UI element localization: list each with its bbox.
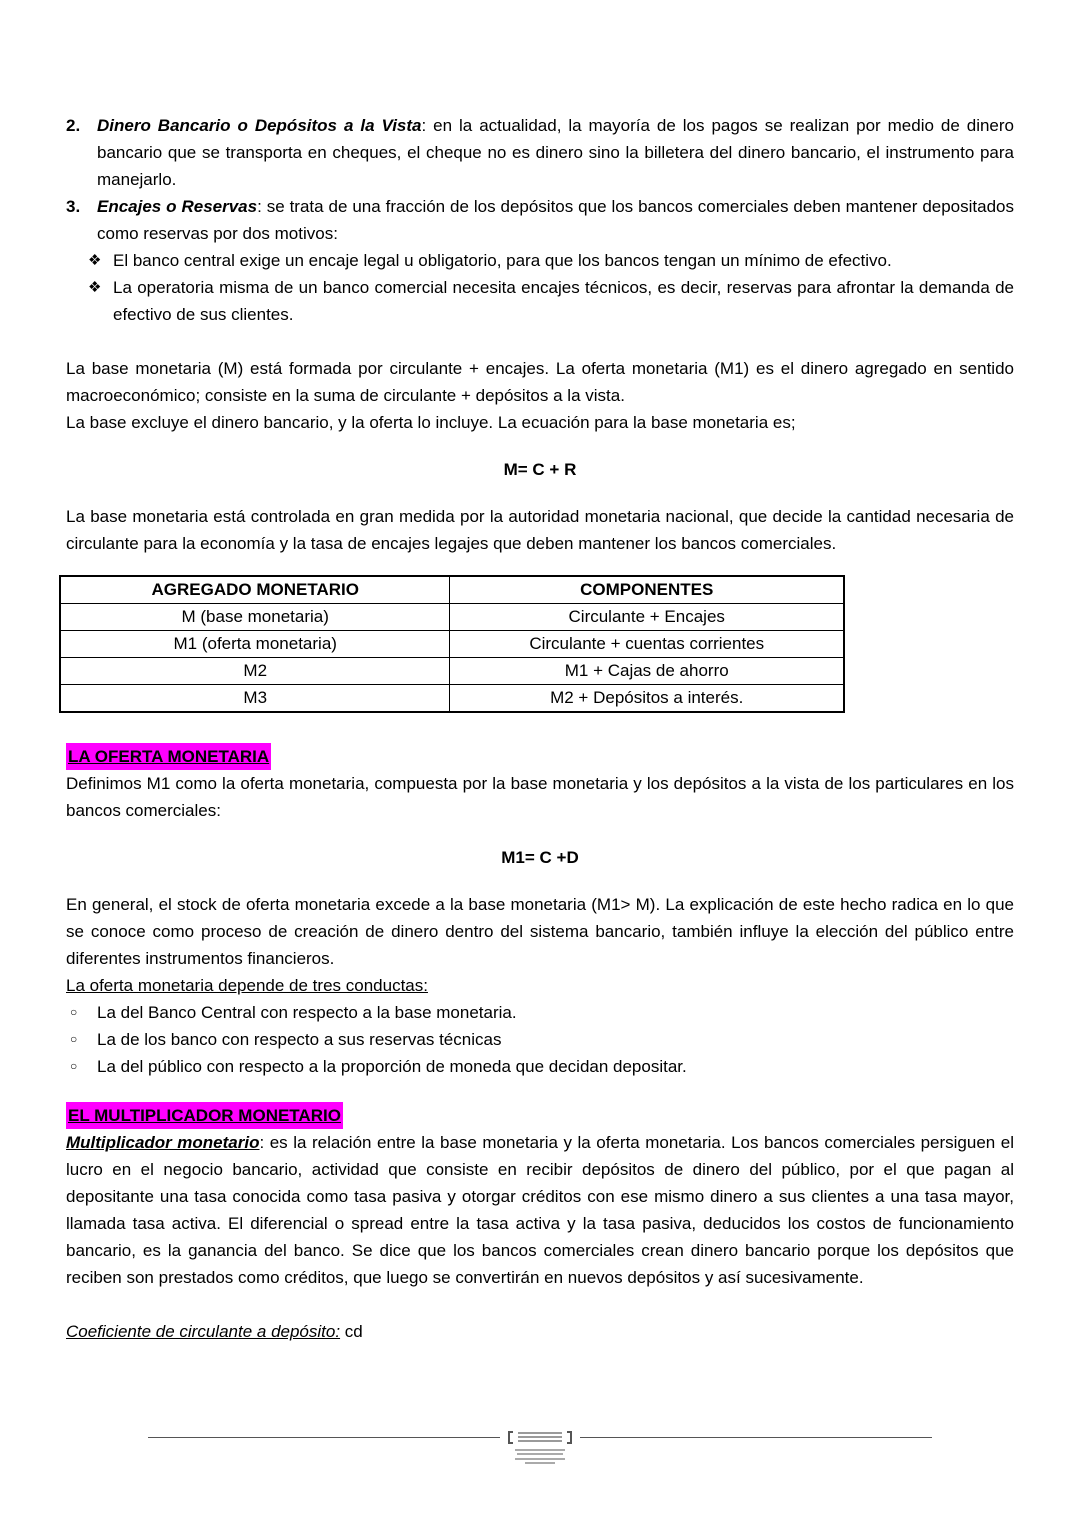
footer-logo-bars [518,1432,562,1442]
table-cell: M1 (oferta monetaria) [60,631,450,658]
diamond-bullet-icon: ❖ [88,279,102,296]
table-cell: M2 [60,658,450,685]
footer-bracket-left-icon [508,1431,513,1444]
section-heading-multiplicador-monetario: EL MULTIPLICADOR MONETARIO [66,1102,343,1129]
footer-bracket-right-icon [567,1431,572,1444]
conductas-label-underlined: La oferta monetaria depende de tres conductas: [66,976,428,995]
paragraph-base-excluye: La base excluye el dinero bancario, y la oferta lo incluye. La ecuación para la base monetaria es; [66,413,796,432]
table-cell: M3 [60,685,450,713]
diamond-bullet-text: La operatoria misma de un banco comercial necesita encajes técnicos, es decir, reservas para afrontar la demanda de efectivo de sus clientes. [113,278,1014,324]
table-row [60,685,844,713]
circle-bullet-icon: ○ [70,1005,78,1019]
table-header-agregado: AGREGADO MONETARIO [60,576,450,604]
table-cell: M2 + Depósitos a interés. [450,685,844,713]
formula-base-monetaria: M= C + R [503,460,577,479]
term-dinero-bancario: Dinero Bancario o Depósitos a la Vista [97,116,422,135]
list-item-number: 2. [66,116,81,135]
circle-bullet-icon: ○ [70,1032,78,1046]
circle-bullet-item [66,999,1014,1026]
paragraph-multiplicador-text: : es la relación entre la base monetaria y la oferta monetaria. Los bancos comerciales persiguen el lucro en el negocio bancario, actividad que consiste en recibir depósitos de dinero del público, por el que pagan al depositante una tasa conocida como tasa pasiva y otorgar créditos con ese mismo dinero a sus clientes a una tasa mayor, llamada tasa activa. El diferencial o spread entre la tasa activa y la tasa pasiva, deducidos los costos de funcionamiento bancario, es la ganancia del banco. Se dice que los bancos comerciales crean dinero bancario porque los depósitos que reciben son prestados como créditos, que luego se convertirán en nuevos depósitos y así sucesivamente. [66,1133,1014,1287]
circle-bullet-item [66,1053,1014,1080]
circle-bullet-text: La del Banco Central con respecto a la base monetaria. [97,1003,517,1022]
term-encajes-reservas: Encajes o Reservas [97,197,258,216]
section-heading-wrapper [66,743,1014,770]
list-item-text: : se trata de una fracción de los depósitos que los bancos comerciales deben mantener depositados como reservas por dos motivos: [97,197,1014,243]
paragraph-oferta-intro: Definimos M1 como la oferta monetaria, compuesta por la base monetaria y los depósitos a la vista de los particulares en los bancos comerciales: [66,774,1014,820]
table-header-componentes: COMPONENTES [450,576,844,604]
circle-bullet-icon: ○ [70,1059,78,1073]
paragraph-base-monetaria-intro: La base monetaria (M) está formada por circulante + encajes. La oferta monetaria (M1) es el dinero agregado en sentido macroeconómico; consiste en la suma de circulante + depósitos a la vista. [66,359,1014,405]
table-cell: M1 + Cajas de ahorro [450,658,844,685]
term-multiplicador-monetario: Multiplicador monetario [66,1133,260,1152]
paragraph-base-controlada: La base monetaria está controlada en gran medida por la autoridad monetaria nacional, que decide la cantidad necesaria de circulante para la economía y la tasa de encajes legajes que deben mantener los bancos comerciales. [66,507,1014,553]
circle-bullet-text: La del público con respecto a la proporción de moneda que decidan depositar. [97,1057,687,1076]
diamond-bullet-icon: ❖ [88,252,102,269]
table-row [60,658,844,685]
formula-oferta-monetaria: M1= C +D [501,848,579,867]
coeficiente-value: cd [340,1322,363,1341]
list-item-number: 3. [66,197,81,216]
table-cell: M (base monetaria) [60,604,450,631]
list-item-body [97,112,1014,193]
table-header-row [60,576,844,604]
section-heading-oferta-monetaria: LA OFERTA MONETARIA [66,743,271,770]
diamond-bullet-item [66,274,1014,328]
paragraph-multiplicador [66,1129,1014,1291]
circle-bullet-text: La de los banco con respecto a sus reservas técnicas [97,1030,502,1049]
line-conductas-label [66,972,1014,999]
table-row [60,631,844,658]
table-cell: Circulante + cuentas corrientes [450,631,844,658]
list-item-dinero-bancario [66,112,1014,193]
footer-stamp [515,1444,565,1464]
page-footer [148,1437,932,1464]
monetary-aggregates-table [59,575,845,713]
paragraph-oferta-body: En general, el stock de oferta monetaria excede a la base monetaria (M1> M). La explicación de este hecho radica en lo que se conoce como proceso de creación de dinero dentro del sistema bancario, también influye la elección del público entre diferentes instrumentos financieros. [66,895,1014,968]
list-item-text: : en la actualidad, la mayoría de los pagos se realizan por medio de dinero bancario que se transporta en cheques, el cheque no es dinero sino la billetera del dinero bancario, el instrumento para manejarlo. [97,116,1014,189]
diamond-bullet-item [66,247,1014,274]
diamond-bullet-text: El banco central exige un encaje legal u obligatorio, para que los bancos tengan un mínimo de efectivo. [113,251,892,270]
footer-logo-icon [500,1428,580,1446]
circle-bullet-item [66,1026,1014,1053]
table-cell: Circulante + Encajes [450,604,844,631]
section-heading-wrapper [66,1102,1014,1129]
coeficiente-label: Coeficiente de circulante a depósito: [66,1322,341,1341]
line-coeficiente [66,1318,1014,1345]
table-row [60,604,844,631]
list-item-body [97,193,1014,247]
list-item-encajes-reservas [66,193,1014,247]
